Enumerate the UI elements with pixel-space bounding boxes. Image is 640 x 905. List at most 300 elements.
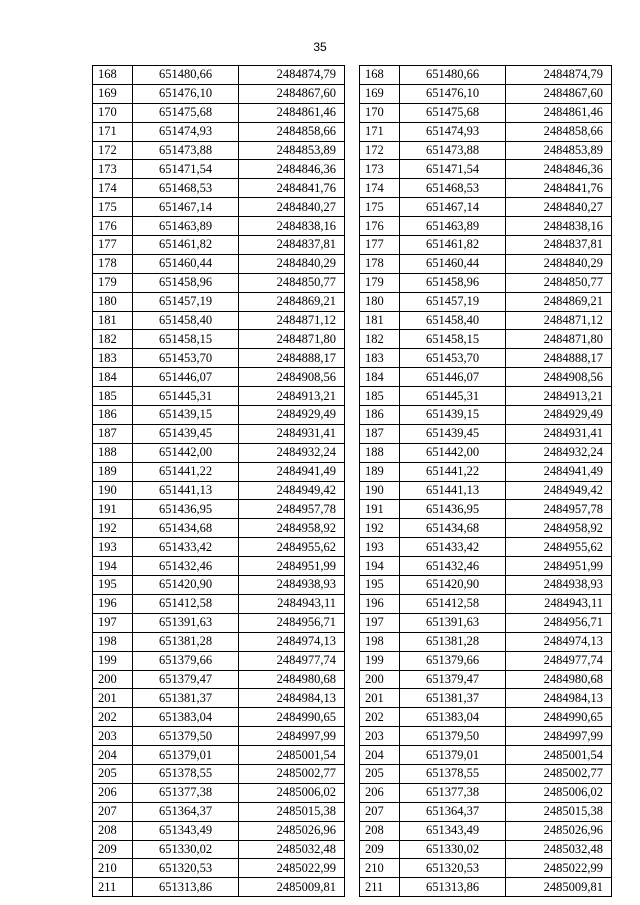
x-coordinate-cell: 651463,89 xyxy=(133,217,239,236)
x-coordinate-cell: 651313,86 xyxy=(400,878,506,897)
table-row xyxy=(360,406,612,425)
table-row xyxy=(93,651,345,670)
table-row xyxy=(93,424,345,443)
x-coordinate-cell: 651412,58 xyxy=(400,594,506,613)
point-number-cell: 171 xyxy=(360,122,400,141)
point-number-cell: 196 xyxy=(360,594,400,613)
point-number-cell: 183 xyxy=(93,349,133,368)
x-coordinate-cell: 651453,70 xyxy=(400,349,506,368)
table-row xyxy=(93,613,345,632)
x-coordinate-cell: 651420,90 xyxy=(133,576,239,595)
y-coordinate-cell: 2484840,27 xyxy=(506,198,612,217)
table-row xyxy=(93,443,345,462)
table-row xyxy=(360,708,612,727)
x-coordinate-cell: 651383,04 xyxy=(133,708,239,727)
y-coordinate-cell: 2484941,49 xyxy=(239,462,345,481)
y-coordinate-cell: 2484850,77 xyxy=(239,273,345,292)
table-row xyxy=(360,462,612,481)
point-number-cell: 196 xyxy=(93,594,133,613)
table-row xyxy=(360,311,612,330)
y-coordinate-cell: 2484838,16 xyxy=(239,217,345,236)
point-number-cell: 191 xyxy=(360,500,400,519)
point-number-cell: 209 xyxy=(360,840,400,859)
point-number-cell: 169 xyxy=(360,84,400,103)
point-number-cell: 197 xyxy=(93,613,133,632)
y-coordinate-cell: 2485026,96 xyxy=(239,821,345,840)
x-coordinate-cell: 651445,31 xyxy=(400,387,506,406)
y-coordinate-cell: 2484861,46 xyxy=(239,103,345,122)
x-coordinate-cell: 651442,00 xyxy=(133,443,239,462)
point-number-cell: 208 xyxy=(93,821,133,840)
y-coordinate-cell: 2484838,16 xyxy=(506,217,612,236)
coordinates-table-right xyxy=(359,65,612,897)
point-number-cell: 190 xyxy=(360,481,400,500)
table-row xyxy=(93,670,345,689)
x-coordinate-cell: 651473,88 xyxy=(400,141,506,160)
table-row xyxy=(360,198,612,217)
table-row xyxy=(93,557,345,576)
x-coordinate-cell: 651343,49 xyxy=(400,821,506,840)
x-coordinate-cell: 651313,86 xyxy=(133,878,239,897)
x-coordinate-cell: 651471,54 xyxy=(400,160,506,179)
y-coordinate-cell: 2485001,54 xyxy=(239,746,345,765)
x-coordinate-cell: 651471,54 xyxy=(133,160,239,179)
x-coordinate-cell: 651460,44 xyxy=(133,254,239,273)
table-row xyxy=(360,443,612,462)
y-coordinate-cell: 2484867,60 xyxy=(239,84,345,103)
point-number-cell: 189 xyxy=(360,462,400,481)
point-number-cell: 181 xyxy=(93,311,133,330)
table-row xyxy=(93,840,345,859)
x-coordinate-cell: 651364,37 xyxy=(400,802,506,821)
y-coordinate-cell: 2484990,65 xyxy=(506,708,612,727)
table-row xyxy=(360,368,612,387)
y-coordinate-cell: 2484955,62 xyxy=(239,538,345,557)
point-number-cell: 175 xyxy=(93,198,133,217)
point-number-cell: 190 xyxy=(93,481,133,500)
x-coordinate-cell: 651379,50 xyxy=(133,727,239,746)
table-row xyxy=(360,273,612,292)
table-row xyxy=(93,217,345,236)
point-number-cell: 206 xyxy=(360,783,400,802)
point-number-cell: 202 xyxy=(93,708,133,727)
table-row xyxy=(360,538,612,557)
point-number-cell: 177 xyxy=(360,236,400,255)
y-coordinate-cell: 2484858,66 xyxy=(239,122,345,141)
y-coordinate-cell: 2484929,49 xyxy=(506,406,612,425)
x-coordinate-cell: 651475,68 xyxy=(133,103,239,122)
point-number-cell: 208 xyxy=(360,821,400,840)
y-coordinate-cell: 2484974,13 xyxy=(239,632,345,651)
x-coordinate-cell: 651439,15 xyxy=(133,406,239,425)
table-row xyxy=(93,689,345,708)
point-number-cell: 188 xyxy=(93,443,133,462)
table-row xyxy=(360,821,612,840)
x-coordinate-cell: 651377,38 xyxy=(400,783,506,802)
table-row xyxy=(93,802,345,821)
y-coordinate-cell: 2484941,49 xyxy=(506,462,612,481)
y-coordinate-cell: 2484850,77 xyxy=(506,273,612,292)
y-coordinate-cell: 2484853,89 xyxy=(506,141,612,160)
x-coordinate-cell: 651480,66 xyxy=(400,66,506,85)
table-row xyxy=(360,122,612,141)
y-coordinate-cell: 2484997,99 xyxy=(239,727,345,746)
x-coordinate-cell: 651379,01 xyxy=(400,746,506,765)
x-coordinate-cell: 651434,68 xyxy=(400,519,506,538)
point-number-cell: 193 xyxy=(360,538,400,557)
y-coordinate-cell: 2484853,89 xyxy=(239,141,345,160)
page-number: 35 xyxy=(313,40,327,54)
point-number-cell: 192 xyxy=(360,519,400,538)
y-coordinate-cell: 2485009,81 xyxy=(239,878,345,897)
y-coordinate-cell: 2484938,93 xyxy=(239,576,345,595)
point-number-cell: 186 xyxy=(360,406,400,425)
x-coordinate-cell: 651441,22 xyxy=(133,462,239,481)
y-coordinate-cell: 2484943,11 xyxy=(506,594,612,613)
y-coordinate-cell: 2484951,99 xyxy=(506,557,612,576)
table-row xyxy=(93,462,345,481)
point-number-cell: 192 xyxy=(93,519,133,538)
point-number-cell: 168 xyxy=(93,66,133,85)
x-coordinate-cell: 651480,66 xyxy=(133,66,239,85)
point-number-cell: 174 xyxy=(360,179,400,198)
table-row xyxy=(360,783,612,802)
coordinates-table-left xyxy=(92,65,345,897)
x-coordinate-cell: 651441,13 xyxy=(400,481,506,500)
y-coordinate-cell: 2484913,21 xyxy=(239,387,345,406)
x-coordinate-cell: 651458,40 xyxy=(400,311,506,330)
table-row xyxy=(360,576,612,595)
y-coordinate-cell: 2484997,99 xyxy=(506,727,612,746)
table-row xyxy=(93,632,345,651)
y-coordinate-cell: 2484841,76 xyxy=(239,179,345,198)
table-row xyxy=(93,349,345,368)
table-row xyxy=(360,632,612,651)
x-coordinate-cell: 651379,50 xyxy=(400,727,506,746)
x-coordinate-cell: 651364,37 xyxy=(133,802,239,821)
table-row xyxy=(93,330,345,349)
table-row xyxy=(360,859,612,878)
table-row xyxy=(360,481,612,500)
x-coordinate-cell: 651420,90 xyxy=(400,576,506,595)
y-coordinate-cell: 2484861,46 xyxy=(506,103,612,122)
point-number-cell: 202 xyxy=(360,708,400,727)
x-coordinate-cell: 651461,82 xyxy=(400,236,506,255)
y-coordinate-cell: 2484846,36 xyxy=(506,160,612,179)
x-coordinate-cell: 651467,14 xyxy=(400,198,506,217)
y-coordinate-cell: 2484840,29 xyxy=(239,254,345,273)
x-coordinate-cell: 651343,49 xyxy=(133,821,239,840)
point-number-cell: 211 xyxy=(93,878,133,897)
table-row xyxy=(360,236,612,255)
y-coordinate-cell: 2484931,41 xyxy=(506,424,612,443)
x-coordinate-cell: 651446,07 xyxy=(133,368,239,387)
x-coordinate-cell: 651383,04 xyxy=(400,708,506,727)
table-row xyxy=(360,84,612,103)
y-coordinate-cell: 2484888,17 xyxy=(506,349,612,368)
x-coordinate-cell: 651378,55 xyxy=(133,764,239,783)
x-coordinate-cell: 651330,02 xyxy=(133,840,239,859)
point-number-cell: 184 xyxy=(93,368,133,387)
x-coordinate-cell: 651441,13 xyxy=(133,481,239,500)
y-coordinate-cell: 2484931,41 xyxy=(239,424,345,443)
x-coordinate-cell: 651476,10 xyxy=(400,84,506,103)
point-number-cell: 180 xyxy=(360,292,400,311)
table-row xyxy=(360,217,612,236)
table-row xyxy=(93,66,345,85)
x-coordinate-cell: 651474,93 xyxy=(133,122,239,141)
y-coordinate-cell: 2484990,65 xyxy=(239,708,345,727)
y-coordinate-cell: 2484980,68 xyxy=(506,670,612,689)
y-coordinate-cell: 2484908,56 xyxy=(506,368,612,387)
table-row xyxy=(360,292,612,311)
y-coordinate-cell: 2484846,36 xyxy=(239,160,345,179)
point-number-cell: 181 xyxy=(360,311,400,330)
y-coordinate-cell: 2484867,60 xyxy=(506,84,612,103)
table-row xyxy=(93,311,345,330)
y-coordinate-cell: 2484869,21 xyxy=(239,292,345,311)
x-coordinate-cell: 651433,42 xyxy=(133,538,239,557)
x-coordinate-cell: 651458,40 xyxy=(133,311,239,330)
y-coordinate-cell: 2484949,42 xyxy=(239,481,345,500)
table-row xyxy=(360,103,612,122)
x-coordinate-cell: 651453,70 xyxy=(133,349,239,368)
y-coordinate-cell: 2485032,48 xyxy=(506,840,612,859)
table-row xyxy=(360,840,612,859)
x-coordinate-cell: 651432,46 xyxy=(133,557,239,576)
y-coordinate-cell: 2484932,24 xyxy=(239,443,345,462)
point-number-cell: 203 xyxy=(93,727,133,746)
y-coordinate-cell: 2485015,38 xyxy=(506,802,612,821)
x-coordinate-cell: 651441,22 xyxy=(400,462,506,481)
point-number-cell: 182 xyxy=(360,330,400,349)
y-coordinate-cell: 2484949,42 xyxy=(506,481,612,500)
point-number-cell: 169 xyxy=(93,84,133,103)
point-number-cell: 195 xyxy=(360,576,400,595)
point-number-cell: 204 xyxy=(360,746,400,765)
y-coordinate-cell: 2485026,96 xyxy=(506,821,612,840)
table-row xyxy=(360,254,612,273)
x-coordinate-cell: 651379,66 xyxy=(133,651,239,670)
point-number-cell: 182 xyxy=(93,330,133,349)
point-number-cell: 168 xyxy=(360,66,400,85)
x-coordinate-cell: 651436,95 xyxy=(133,500,239,519)
table-row xyxy=(93,878,345,897)
y-coordinate-cell: 2485002,77 xyxy=(506,764,612,783)
table-row xyxy=(360,387,612,406)
x-coordinate-cell: 651468,53 xyxy=(400,179,506,198)
table-row xyxy=(360,746,612,765)
point-number-cell: 173 xyxy=(93,160,133,179)
y-coordinate-cell: 2484977,74 xyxy=(506,651,612,670)
y-coordinate-cell: 2484869,21 xyxy=(506,292,612,311)
y-coordinate-cell: 2484913,21 xyxy=(506,387,612,406)
y-coordinate-cell: 2484957,78 xyxy=(239,500,345,519)
table-row xyxy=(360,594,612,613)
x-coordinate-cell: 651391,63 xyxy=(133,613,239,632)
point-number-cell: 206 xyxy=(93,783,133,802)
y-coordinate-cell: 2484840,29 xyxy=(506,254,612,273)
x-coordinate-cell: 651473,88 xyxy=(133,141,239,160)
y-coordinate-cell: 2484837,81 xyxy=(239,236,345,255)
x-coordinate-cell: 651460,44 xyxy=(400,254,506,273)
x-coordinate-cell: 651458,15 xyxy=(400,330,506,349)
y-coordinate-cell: 2484837,81 xyxy=(506,236,612,255)
point-number-cell: 172 xyxy=(360,141,400,160)
point-number-cell: 209 xyxy=(93,840,133,859)
point-number-cell: 173 xyxy=(360,160,400,179)
x-coordinate-cell: 651379,01 xyxy=(133,746,239,765)
point-number-cell: 195 xyxy=(93,576,133,595)
table-row xyxy=(360,689,612,708)
x-coordinate-cell: 651379,47 xyxy=(400,670,506,689)
table-row xyxy=(93,236,345,255)
x-coordinate-cell: 651391,63 xyxy=(400,613,506,632)
y-coordinate-cell: 2484938,93 xyxy=(506,576,612,595)
x-coordinate-cell: 651433,42 xyxy=(400,538,506,557)
x-coordinate-cell: 651412,58 xyxy=(133,594,239,613)
x-coordinate-cell: 651439,15 xyxy=(400,406,506,425)
point-number-cell: 177 xyxy=(93,236,133,255)
table-row xyxy=(93,859,345,878)
table-row xyxy=(360,179,612,198)
table-row xyxy=(93,254,345,273)
point-number-cell: 194 xyxy=(93,557,133,576)
point-number-cell: 197 xyxy=(360,613,400,632)
point-number-cell: 200 xyxy=(360,670,400,689)
x-coordinate-cell: 651378,55 xyxy=(400,764,506,783)
point-number-cell: 204 xyxy=(93,746,133,765)
x-coordinate-cell: 651442,00 xyxy=(400,443,506,462)
y-coordinate-cell: 2485006,02 xyxy=(239,783,345,802)
x-coordinate-cell: 651381,28 xyxy=(133,632,239,651)
table-row xyxy=(93,179,345,198)
y-coordinate-cell: 2484980,68 xyxy=(239,670,345,689)
y-coordinate-cell: 2484956,71 xyxy=(506,613,612,632)
table-row xyxy=(93,387,345,406)
x-coordinate-cell: 651379,47 xyxy=(133,670,239,689)
x-coordinate-cell: 651320,53 xyxy=(400,859,506,878)
table-row xyxy=(93,783,345,802)
table-row xyxy=(93,519,345,538)
point-number-cell: 187 xyxy=(360,424,400,443)
point-number-cell: 211 xyxy=(360,878,400,897)
point-number-cell: 207 xyxy=(93,802,133,821)
y-coordinate-cell: 2485022,99 xyxy=(506,859,612,878)
point-number-cell: 175 xyxy=(360,198,400,217)
point-number-cell: 188 xyxy=(360,443,400,462)
x-coordinate-cell: 651320,53 xyxy=(133,859,239,878)
y-coordinate-cell: 2484943,11 xyxy=(239,594,345,613)
point-number-cell: 198 xyxy=(93,632,133,651)
y-coordinate-cell: 2484858,66 xyxy=(506,122,612,141)
x-coordinate-cell: 651463,89 xyxy=(400,217,506,236)
y-coordinate-cell: 2484951,99 xyxy=(239,557,345,576)
point-number-cell: 200 xyxy=(93,670,133,689)
y-coordinate-cell: 2484871,80 xyxy=(239,330,345,349)
y-coordinate-cell: 2484974,13 xyxy=(506,632,612,651)
x-coordinate-cell: 651379,66 xyxy=(400,651,506,670)
point-number-cell: 172 xyxy=(93,141,133,160)
x-coordinate-cell: 651458,96 xyxy=(400,273,506,292)
table-row xyxy=(93,84,345,103)
table-row xyxy=(93,198,345,217)
x-coordinate-cell: 651457,19 xyxy=(400,292,506,311)
y-coordinate-cell: 2485022,99 xyxy=(239,859,345,878)
point-number-cell: 185 xyxy=(93,387,133,406)
table-row xyxy=(360,651,612,670)
point-number-cell: 193 xyxy=(93,538,133,557)
point-number-cell: 178 xyxy=(360,254,400,273)
x-coordinate-cell: 651461,82 xyxy=(133,236,239,255)
point-number-cell: 199 xyxy=(360,651,400,670)
x-coordinate-cell: 651475,68 xyxy=(400,103,506,122)
table-row xyxy=(360,613,612,632)
y-coordinate-cell: 2484929,49 xyxy=(239,406,345,425)
point-number-cell: 189 xyxy=(93,462,133,481)
x-coordinate-cell: 651434,68 xyxy=(133,519,239,538)
y-coordinate-cell: 2485015,38 xyxy=(239,802,345,821)
point-number-cell: 187 xyxy=(93,424,133,443)
point-number-cell: 191 xyxy=(93,500,133,519)
y-coordinate-cell: 2484958,92 xyxy=(239,519,345,538)
table-row xyxy=(93,746,345,765)
table-row xyxy=(93,576,345,595)
x-coordinate-cell: 651467,14 xyxy=(133,198,239,217)
table-row xyxy=(360,330,612,349)
table-row xyxy=(93,481,345,500)
table-row xyxy=(93,273,345,292)
table-row xyxy=(93,727,345,746)
y-coordinate-cell: 2484957,78 xyxy=(506,500,612,519)
y-coordinate-cell: 2484955,62 xyxy=(506,538,612,557)
y-coordinate-cell: 2484888,17 xyxy=(239,349,345,368)
y-coordinate-cell: 2485006,02 xyxy=(506,783,612,802)
x-coordinate-cell: 651432,46 xyxy=(400,557,506,576)
point-number-cell: 194 xyxy=(360,557,400,576)
point-number-cell: 179 xyxy=(93,273,133,292)
point-number-cell: 201 xyxy=(360,689,400,708)
table-row xyxy=(93,368,345,387)
y-coordinate-cell: 2484984,13 xyxy=(239,689,345,708)
point-number-cell: 201 xyxy=(93,689,133,708)
y-coordinate-cell: 2485032,48 xyxy=(239,840,345,859)
table-row xyxy=(93,500,345,519)
x-coordinate-cell: 651439,45 xyxy=(133,424,239,443)
point-number-cell: 203 xyxy=(360,727,400,746)
y-coordinate-cell: 2484871,80 xyxy=(506,330,612,349)
table-row xyxy=(360,670,612,689)
point-number-cell: 171 xyxy=(93,122,133,141)
x-coordinate-cell: 651457,19 xyxy=(133,292,239,311)
table-row xyxy=(360,727,612,746)
y-coordinate-cell: 2484840,27 xyxy=(239,198,345,217)
point-number-cell: 186 xyxy=(93,406,133,425)
y-coordinate-cell: 2484871,12 xyxy=(239,311,345,330)
x-coordinate-cell: 651377,38 xyxy=(133,783,239,802)
y-coordinate-cell: 2485001,54 xyxy=(506,746,612,765)
x-coordinate-cell: 651330,02 xyxy=(400,840,506,859)
point-number-cell: 178 xyxy=(93,254,133,273)
point-number-cell: 180 xyxy=(93,292,133,311)
point-number-cell: 179 xyxy=(360,273,400,292)
x-coordinate-cell: 651445,31 xyxy=(133,387,239,406)
table-row xyxy=(360,557,612,576)
table-row xyxy=(93,122,345,141)
point-number-cell: 183 xyxy=(360,349,400,368)
table-row xyxy=(360,424,612,443)
table-row xyxy=(93,821,345,840)
